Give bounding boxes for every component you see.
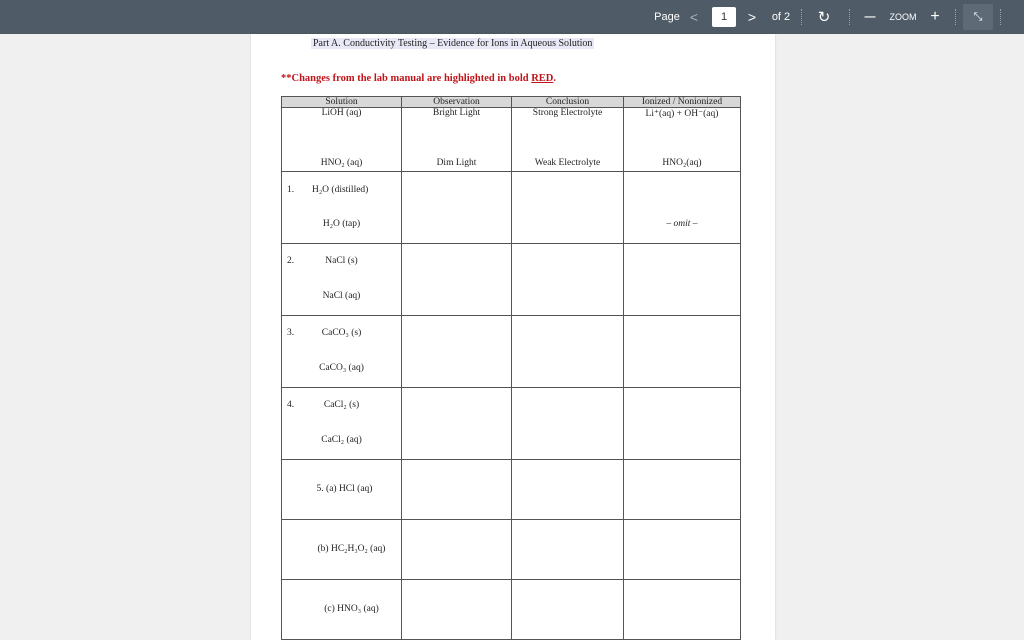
ionized-cell: HNO₂(aq) <box>662 158 702 168</box>
solution-cell: (b) HC₂H₃O₂ (aq) <box>317 544 386 554</box>
question-number: 3. <box>287 328 295 338</box>
changes-note <box>281 73 556 84</box>
toolbar-divider <box>1000 9 1002 25</box>
collapse-icon[interactable]: ⤡ <box>963 4 993 30</box>
solution-cell: HNO₂ (aq) <box>320 158 363 168</box>
chevron-left-icon[interactable]: < <box>689 9 699 25</box>
document-page <box>251 34 775 640</box>
solution-cell: CaCl₂ (aq) <box>321 435 362 445</box>
toolbar-divider <box>801 9 803 25</box>
page-count: of 2 <box>771 11 791 23</box>
table-header-row <box>282 97 741 108</box>
chevron-right-icon[interactable]: > <box>747 9 757 25</box>
question-number: 1. <box>287 185 295 195</box>
table-row <box>282 316 741 364</box>
solution-cell: NaCl (s) <box>325 256 358 266</box>
table-row <box>282 108 741 159</box>
plus-icon[interactable]: + <box>930 8 940 25</box>
table-row <box>282 172 741 220</box>
question-number: 4. <box>287 400 295 410</box>
table-row <box>282 363 741 388</box>
note-red-word: RED <box>531 73 554 84</box>
table-row <box>282 158 741 172</box>
zoom-label: ZOOM <box>889 12 917 22</box>
solution-cell: H₂O (distilled) <box>312 185 369 195</box>
header-solution: Solution <box>282 97 402 108</box>
rotate-icon[interactable]: ↻ <box>817 9 831 26</box>
conductivity-table <box>281 96 741 640</box>
table-row <box>282 520 741 580</box>
table-row <box>282 460 741 520</box>
note-suffix: . <box>553 73 556 84</box>
section-heading: Part A. Conductivity Testing – Evidence for Ions in Aqueous Solution <box>313 38 593 49</box>
header-conclusion: Conclusion <box>512 97 624 108</box>
solution-cell: CaCO₃ (aq) <box>319 363 364 373</box>
table-row <box>282 435 741 460</box>
omit-cell: – omit – <box>666 219 698 229</box>
header-observation: Observation <box>402 97 512 108</box>
table-row <box>282 219 741 244</box>
table-row <box>282 291 741 316</box>
observation-cell: Dim Light <box>436 158 477 168</box>
question-number: 2. <box>287 256 295 266</box>
conclusion-cell: Weak Electrolyte <box>534 158 601 168</box>
observation-cell: Bright Light <box>432 108 481 118</box>
pdf-toolbar <box>0 0 1024 34</box>
table-row <box>282 388 741 436</box>
note-prefix: **Changes from the lab manual are highlighted in bold <box>281 73 532 84</box>
toolbar-divider <box>849 9 851 25</box>
toolbar-divider <box>955 9 957 25</box>
solution-cell: NaCl (aq) <box>322 291 361 301</box>
table-row <box>282 244 741 292</box>
table-row <box>282 580 741 640</box>
page-label: Page <box>654 11 680 23</box>
header-ionized: Ionized / Nonionized <box>624 97 741 108</box>
solution-cell: LiOH (aq) <box>321 108 362 118</box>
minus-icon[interactable]: — <box>864 11 876 23</box>
ionized-cell: Li⁺(aq) + OH⁻(aq) <box>645 109 719 119</box>
page-number-input[interactable]: 1 <box>712 7 736 27</box>
solution-cell: (c) HNO₃ (aq) <box>324 604 379 614</box>
solution-cell: 5. (a) HCl (aq) <box>316 484 373 494</box>
solution-cell: CaCl₂ (s) <box>323 400 360 410</box>
conclusion-cell: Strong Electrolyte <box>532 108 603 118</box>
solution-cell: CaCO₃ (s) <box>321 328 362 338</box>
solution-cell: H₂O (tap) <box>322 219 361 229</box>
